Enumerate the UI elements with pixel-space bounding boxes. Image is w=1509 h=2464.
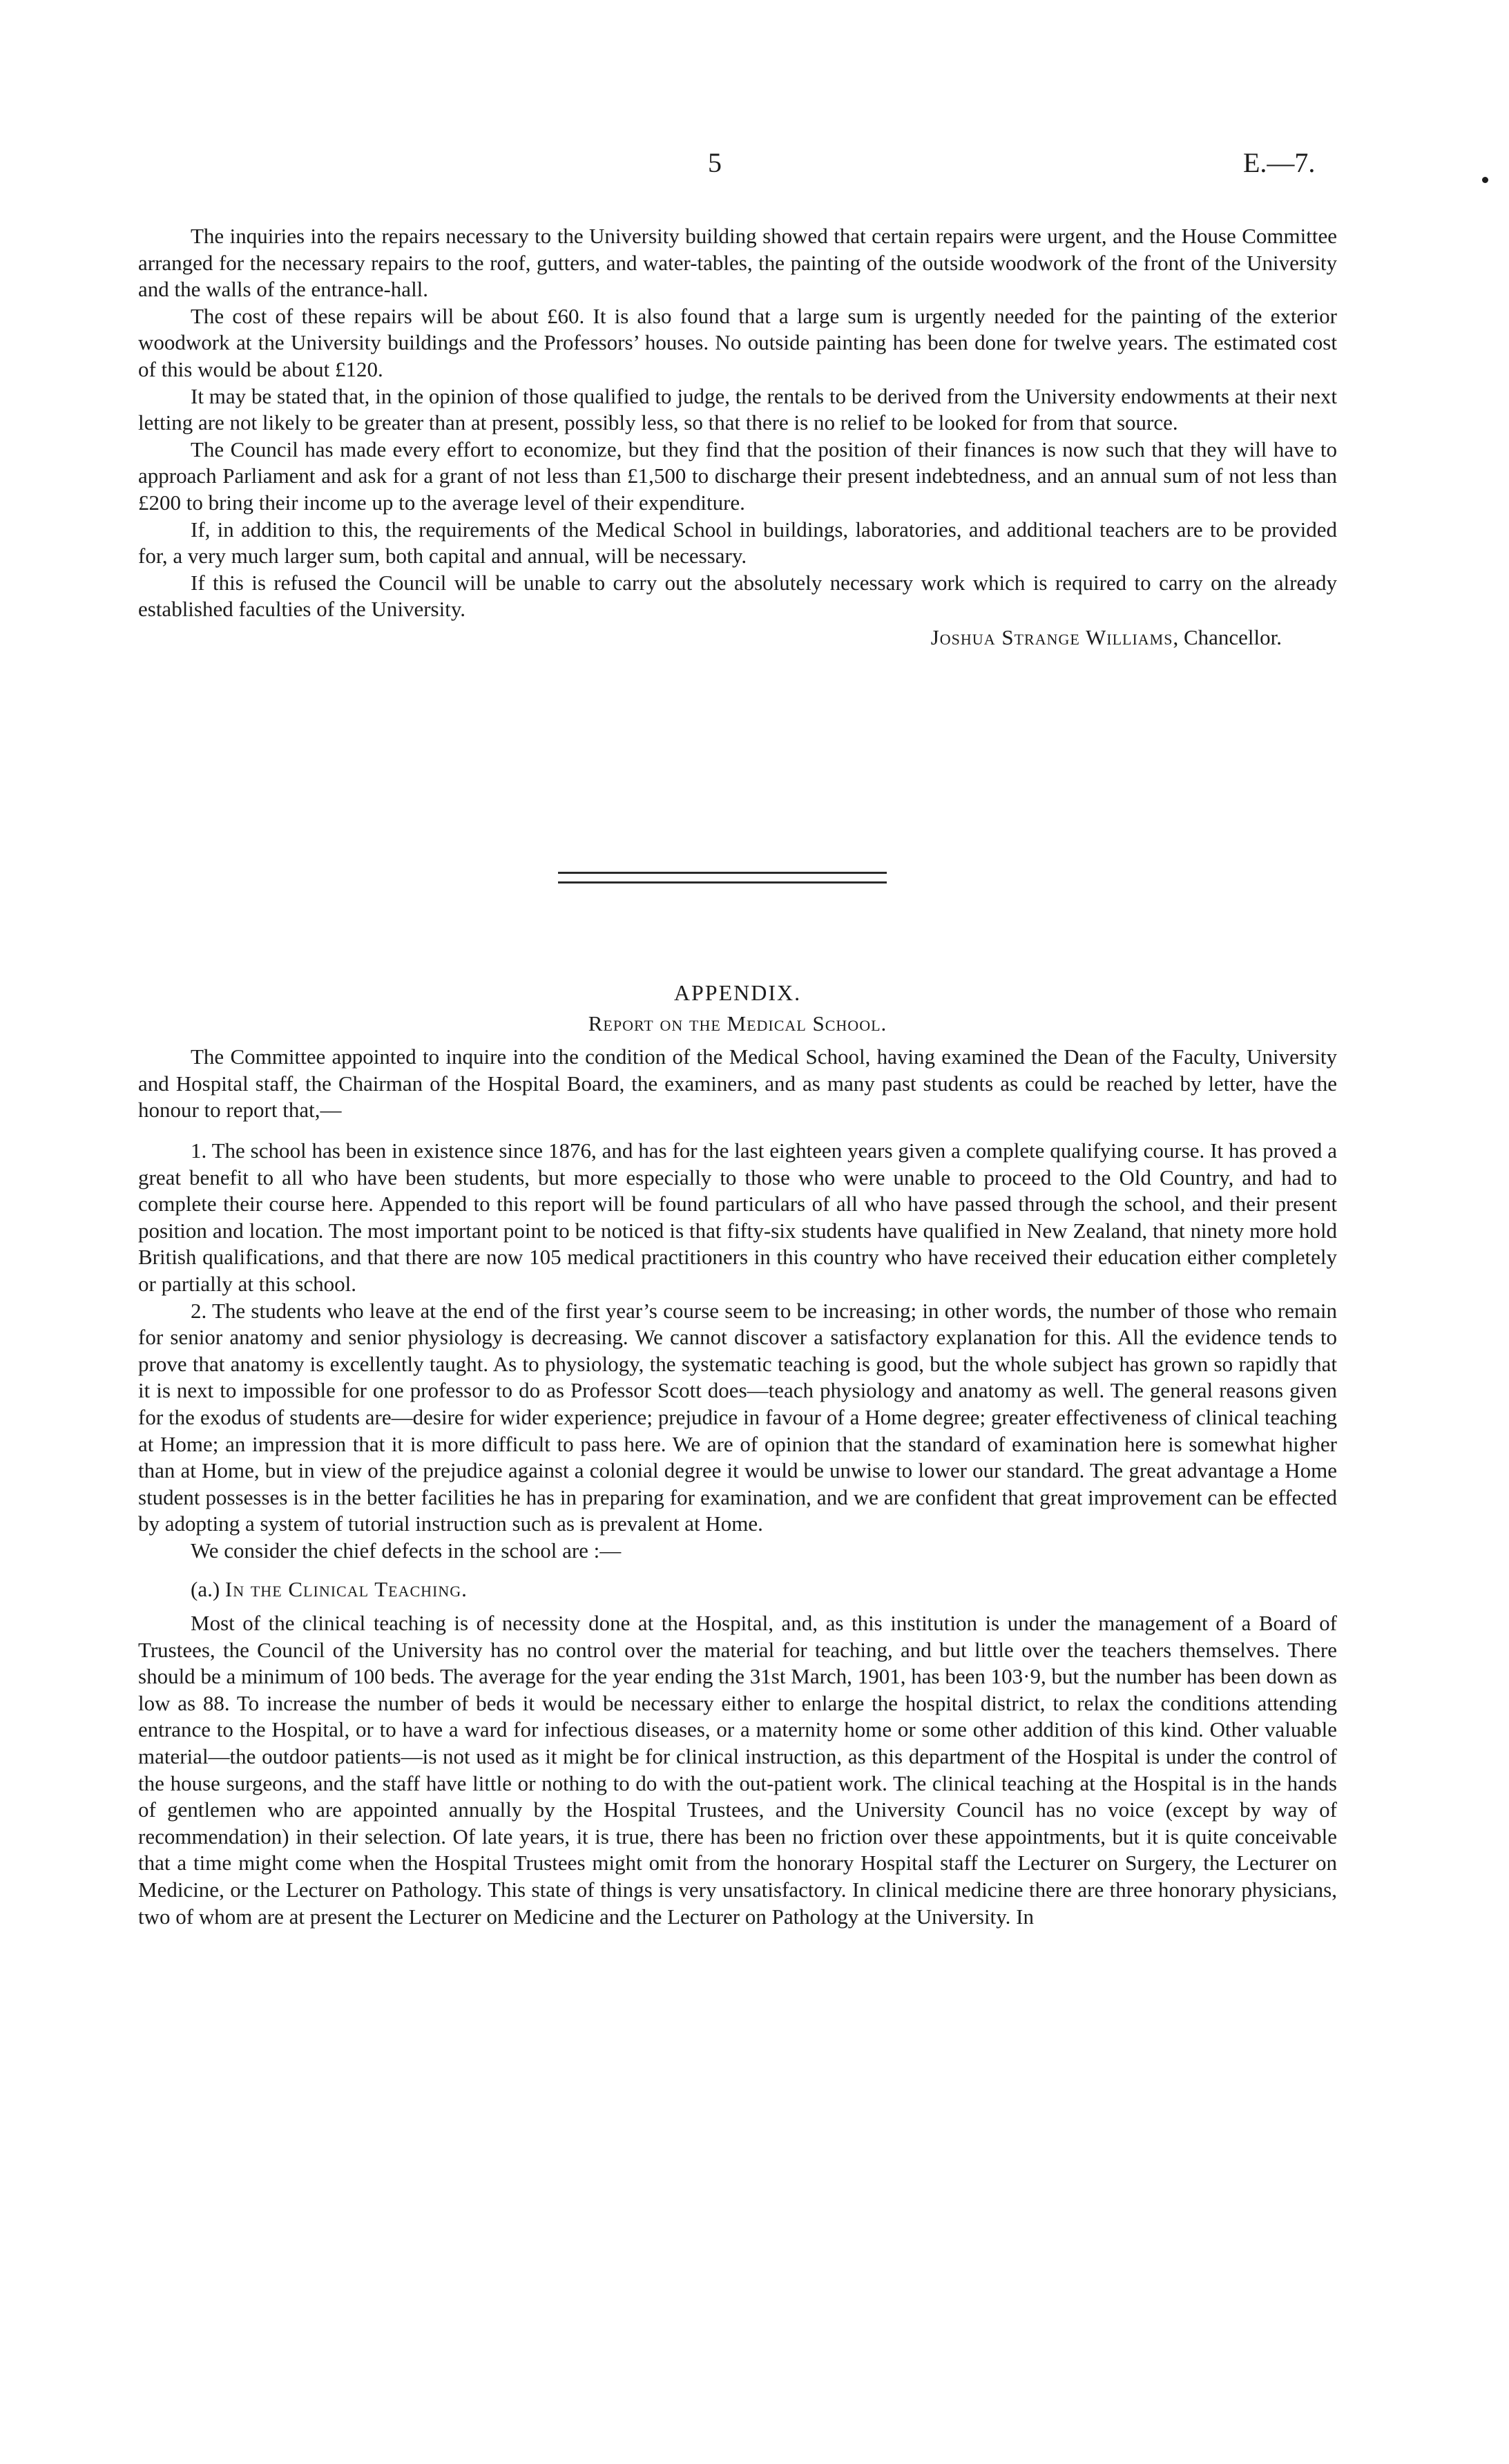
letter-paragraph-medical-school: If, in addition to this, the requirements of the Medical School in buildings, laboratories, and additional teachers are to be provided for, a very much larger sum, both capital and annual, will be necessary. bbox=[138, 517, 1337, 569]
defects-intro: We consider the chief defects in the school are :— bbox=[191, 1538, 622, 1563]
paragraph-gap bbox=[138, 1124, 1337, 1138]
signature-name: Joshua Strange Williams bbox=[930, 624, 1173, 649]
signature bbox=[138, 624, 1337, 651]
section-a-heading bbox=[138, 1576, 1337, 1603]
ink-dot bbox=[1482, 177, 1488, 183]
letter-paragraph-rentals: It may be stated that, in the opinion of those qualified to judge, the rentals to be derived from the University endowments at their next letting are not likely to be greater than at present, possibly less, so that there is no relief to be looked for from that source. bbox=[138, 383, 1337, 435]
section-divider-top bbox=[558, 872, 887, 874]
document-reference: E.—7. bbox=[1243, 147, 1316, 178]
appendix-point-2: 2. The students who leave at the end of the first year’s course seem to be increasing; in other words, the number of those who remain for senior anatomy and senior physiology is decreasing. We cannot discover a satisfactory explanation for this. All the evidence tends to prove that anatomy is excellently taught. As to physiology, the systematic teaching is good, but the whole subject has grown so rapidly that it is next to impossible for one professor to do as Professor Scott does—teach physiology and anatomy as well. The general reasons given for the exodus of students are—desire for wider experience; prejudice in favour of a Home degree; greater effectiveness of clinical teaching at Home; an impression that it is more difficult to pass here. We are of opinion that the standard of examination here is somewhat higher than at Home, but in view of the prejudice against a colonial degree it would be unwise to lower our standard. The great advantage a Home student possesses is in the better facilities he has in preparing for examination, and we are confident that great improvement can be effected by adopting a system of tutorial instruction such as is prevalent at Home. bbox=[138, 1298, 1337, 1536]
appendix-subtitle: Report on the Medical School. bbox=[588, 1011, 887, 1035]
appendix-title: APPENDIX. bbox=[673, 980, 802, 1005]
page-number: 5 bbox=[708, 147, 722, 178]
chancellor-letter bbox=[138, 223, 1337, 651]
appendix-point-1: 1. The school has been in existence since 1876, and has for the last eighteen years given a complete qualifying course. It has proved a great benefit to all who have been students, but more especially to those who were unable to proceed to the Old Country, and had to complete their course here. Appended to this report will be found particulars of all who have passed through the school, and their present position and location. The most important point to be noticed is that fifty-six students have qualified in New Zealand, that ninety more hold British qualifications, and that there are now 105 medical practitioners in this country who have received their education either completely or partially at this school. bbox=[138, 1138, 1337, 1296]
clinical-teaching-paragraph: Most of the clinical teaching is of necessity done at the Hospital, and, as this institution is under the management of a Board of Trustees, the Council of the University has no control over the material for teaching, and but little over the teachers themselves. There should be a minimum of 100 beds. The average for the year ending the 31st March, 1901, has been 103·9, but the number has been down as low as 88. To increase the number of beds it would be necessary either to enlarge the hospital district, to relax the conditions attending entrance to the Hospital, or to have a ward for infectious diseases, or a maternity home or some other addition of this kind. Other valuable material—the outdoor patients—is not used as it might be for clinical instruction, as this department of the Hospital is under the control of the house surgeons, and the staff have little or nothing to do with the out-patient work. The clinical teaching at the Hospital is in the hands of gentlemen who are appointed annually by the Hospital Trustees, and the University Council has no voice (except by way of recommendation) in their selection. Of late years, it is true, there has been no friction over these appointments, but it is quite conceivable that a time might come when the Hospital Trustees might omit from the honorary Hospital staff the Lecturer on Surgery, the Lecturer on Medicine, or the Lecturer on Pathology. This state of things is very unsatisfactory. In clinical medicine there are three honorary physicians, two of whom are at present the Lecturer on Medicine and the Lecturer on Pathology at the University. In bbox=[138, 1611, 1337, 1929]
signature-title: , Chancellor. bbox=[1173, 624, 1282, 649]
section-a-title: In the Clinical Teaching. bbox=[224, 1577, 468, 1602]
letter-paragraph-refusal: If this is refused the Council will be unable to carry out the absolutely necessary work which is required to carry on the already established faculties of the University. bbox=[138, 570, 1337, 622]
letter-paragraph-cost: The cost of these repairs will be about £60. It is also found that a large sum is urgently needed for the painting of the exterior woodwork at the University buildings and the Professors’ houses. No outside painting has been done for twelve years. The estimated cost of this would be about £120. bbox=[138, 303, 1337, 381]
letter-paragraph-council: The Council has made every effort to economize, but they find that the position of their finances is now such that they will have to approach Parliament and ask for a grant of not less than £1,500 to discharge their present indebtedness, and an annual sum of not less than £200 to bring their income up to the average level of their expenditure. bbox=[138, 437, 1337, 515]
section-a-label: (a.) bbox=[191, 1577, 225, 1602]
page-header bbox=[0, 146, 1509, 188]
section-divider-bottom bbox=[558, 881, 887, 884]
appendix-intro: The Committee appointed to inquire into the condition of the Medical School, having examined the Dean of the Faculty, University and Hospital staff, the Chairman of the Hospital Board, the examiners, and as many past students as could be reached by letter, have the honour to report that,— bbox=[138, 1044, 1337, 1123]
letter-paragraph-repairs: The inquiries into the repairs necessary to the University building showed that certain repairs were urgent, and the House Committee arranged for the necessary repairs to the roof, gutters, and water-tables, the painting of the outside woodwork of the front of the University and the walls of the entrance-hall. bbox=[138, 224, 1337, 302]
appendix-section bbox=[138, 980, 1337, 1930]
